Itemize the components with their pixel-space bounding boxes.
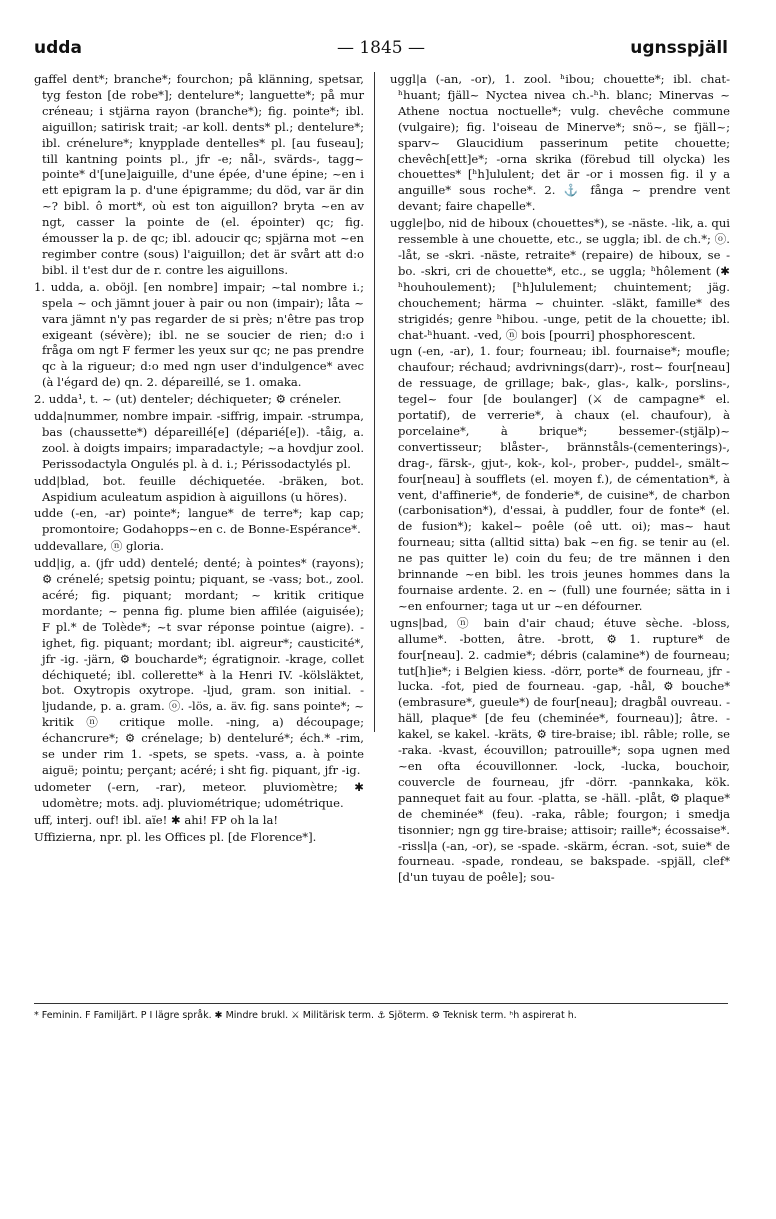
- entry: 2. udda¹, t. ~ (ut) denteler; déchiqueter; ⚙ créneler.: [34, 392, 342, 407]
- column-divider: [374, 72, 375, 732]
- entry: 1. udda, a. oböjl. [en nombre] impair; ~tal nombre i.; spela ~ och jämnt jouer à pair ou non (impair); låta ~ vara jämnt n'y pas regarder de si près; n'être pas trop exigeant (sévère); ibl. ne se soucier de rien; d:o i fråga om ngt F fermer les yeux sur qc; ne pas prendre qc à la rigueur; d:o med ngn user d'indulgence* avec (à l'égard de) qn. 2. dépareillé, se 1. omaka.: [34, 279, 364, 390]
- entry: gaffel dent*; branche*; fourchon; på klänning, spetsar, tyg feston [de robe*]; dentelure*; languette*; på mur créneau; i stjärna rayon (branche*); fig. pointe*; ibl. aiguillon; satirisk trait; -ar koll. dents* pl.; dentelure*; ibl. crénelure*; knypplade dentelles* pl. [au fuseau]; till kantning points pl., jfr -e; nål-, svärds-, tagg~ pointe* d'[une]aiguille, d'une épée, d'une épine; ~en i ett epigram la p. d'une épigramme; du död, var är din ~? bibl. ô mort*, où est ton aiguillon? bryta ~en av ngt, casser la pointe de (el. épointer) qc; fig. émousser la p. de qc; ibl. adoucir qc; spjärna mot ~en regimber contre (sous) l'aiguillon; det är svårt att d:o bibl. il t'est dur de r. contre les aiguillons.: [34, 72, 364, 277]
- entry: uggle|bo, nid de hiboux (chouettes*), se -näste. -lik, a. qui ressemble à une chouette, etc., se uggla; ibl. de ch.*; ⓞ. -låt, se -skri. -näste, retraite* (repaire) de hiboux, se -bo. -skri, cri de chouette*, etc., se uggla; ʰhôlement (✱ ʰhouhoulement); [ʰh]ululement; chuintement; jäg. chouchement; härma ~ chuinter. -släkt, famille* des strigidés; genre ʰhibou. -unge, petit de la chouette; ibl. chat-ʰhuant. -ved, ⓝ bois [pourri] phosphorescent.: [390, 216, 730, 342]
- entry: ugns|bad, ⓝ bain d'air chaud; étuve sèche. -bloss, allume*. -botten, âtre. -brott, ⚙ 1. rupture* de four[neau]. 2. cadmie*; débris (calamine*) de fourneau; tut[h]ie*; i Belgien kiess. -dörr, porte* de fourneau, jfr -lucka. -fot, pied de fourneau. -gap, -hål, ⚙ bouche* (embrasure*, gueule*) de four[neau]; dragbål ouvreau. -häll, plaque* [de feu (cheminée*, fourneau)]; âtre. -kakel, se kakel. -kräts, ⚙ tire-braise; ibl. râble; rolle, se -raka. -kvast, écouvillon; patrouille*; sopa ugnen med ~en ofta écouvillonner. -lock, -lucka, bouchoir, couvercle de fourneau, jfr -dörr. -pannkaka, kök. pannequet fait au four. -platta, se -häll. -plåt, ⚙ plaque* de cheminée* (feu). -raka, râble; fourgon; i smedja tisonnier; ngn gg tire-braise; attisoir; raille*; écossaise*. -rissl|a (-an, -or), se -spade. -skärm, écran. -sot, suie* de fourneau. -spade, rondeau, se bakspade. -spjäll, clef* [d'un tuyau de poêle]; sou-: [390, 615, 730, 885]
- entry: ugn (-en, -ar), 1. four; fourneau; ibl. fournaise*; moufle; chaufour; réchaud; avdrivnings(darr)-, rost~ four[neau] de ressuage, de grillage; bak-, glas-, kalk-, porslins-, tegel~ four [de boulanger] (⚔ de campagne* el. portatif), de verrerie*, à chaux (el. chaufour), à porcelaine*, à brique*; bessemer-(stjälp)~ convertisseur; blåster-, brännståls-(cementerings)-, drag-, färsk-, gjut-, kok-, kol-, prober-, puddel-, smält~ four[neau] à soufflets (el. moyen f.), de cémentation*, à vent, d'affinerie*, de fonderie*, de cuisine*, de charbon (carbonisation*), d'essai, à puddler, four de fonte* (el. de fusion*); kakel~ poêle (oê utt. oi); mas~ haut fourneau; sitta (alltid sitta) bak ~en fig. se tenir au (el. ne pas quitter le) coin du feu; de tre männen i den brinnande ~en bibl. les trois jeunes hommes dans la fournaise ardente. 2. en ~ (full) une fournée; sätta in i ~en enfourner; taga ut ur ~en défourner.: [390, 344, 730, 613]
- entry: udd|ig, a. (jfr udd) dentelé; denté; à pointes* (rayons); ⚙ crénelé; spetsig pointu; piquant, se -vass; bot., zool. acéré; fig. piquant; mordant; ~ kritik critique mordante; ~ penna fig. plume bien affilée (aiguisée); F pl.* de Tolède*; ~t svar réponse pointue (aigre). -ighet, fig. piquant; mordant; ibl. aigreur*; causticité*, jfr -ig. -järn, ⚙ boucharde*; égratignoir. -krage, collet déchiqueté; ibl. collerette* à la Henri IV. -kölsläktet, bot. Oxytropis oxytrope. -ljud, gram. son initial. -ljudande, p. a. gram. ⓞ. -lös, a. äv. fig. sans pointe*; ~ kritik ⓝ critique molle. -ning, a) découpage; échancrure*; ⚙ crénelage; b) denteluré*; éch.* -rim, se under rim 1. -spets, se spets. -vass, a. à pointe aiguë; pointu; perçant; acéré; i sht fig. piquant, jfr -ig.: [34, 556, 364, 777]
- right-column: [390, 72, 730, 885]
- entry: Uffizierna, npr. pl. les Offices pl. [de Florence*].: [34, 829, 317, 844]
- entry: udde (-en, -ar) pointe*; langue* de terre*; kap cap; promontoire; Godahopps~en c. de Bonne-Espérance*.: [34, 506, 364, 537]
- entry: udda|nummer, nombre impair. -siffrig, impair. -strumpa, bas (chaussette*) dépareillé[e] (déparié[e]). -tåig, a. zool. à doigts impairs; imparadactyle; ~a hovdjur zool. Perissodactyla Ongulés pl. à d. i.; Périssodactylés pl.: [34, 409, 364, 471]
- entry: udd|blad, bot. feuille déchiquetée. -bräken, bot. Aspidium aculeatum aspidion à aiguillons (u höres).: [34, 473, 364, 504]
- entry: uff, interj. ouf! ibl. aïe! ✱ ahi! FP oh la la!: [34, 812, 279, 827]
- header-right-word: ugnsspjäll: [630, 38, 728, 58]
- footer-legend: * Feminin. F Familjärt. P I lägre språk. ✱ Mindre brukl. ⚔ Militärisk term. ⚓ Sjöterm. ⚙ Teknisk term. ʰh aspirerat h.: [34, 1010, 577, 1021]
- footer-rule: [34, 1003, 728, 1004]
- header-left-word: udda: [34, 38, 82, 58]
- page-header: [34, 38, 728, 64]
- entry: uddevallare, ⓝ gloria.: [34, 539, 164, 554]
- entry: uggl|a (-an, -or), 1. zool. ʰibou; chouette*; ibl. chat-ʰhuant; fjäll~ Nyctea nivea ch.-ʰh. blanc; Minervas ~ Athene noctua noctuelle*; vulg. chevêche commune (vulgaire); fig. l'oiseau de Minerve*; snö~, se fjäll~; sparv~ Glaucidium passerinum petite chouette; chevêch[ett]e*; -orna skrika (förebud till olycka) les chouettes* [ʰh]ululent; det är -or i mossen fig. il y a anguille* sous roche*. 2. ⚓ fånga ~ prendre vent devant; faire chapelle*.: [390, 72, 730, 214]
- page-number: — 1845 —: [336, 38, 426, 58]
- left-column: [34, 72, 364, 844]
- entry: udometer (-ern, -rar), meteor. pluviomètre; ✱ udomètre; mots. adj. pluviométrique; udométrique.: [34, 779, 364, 810]
